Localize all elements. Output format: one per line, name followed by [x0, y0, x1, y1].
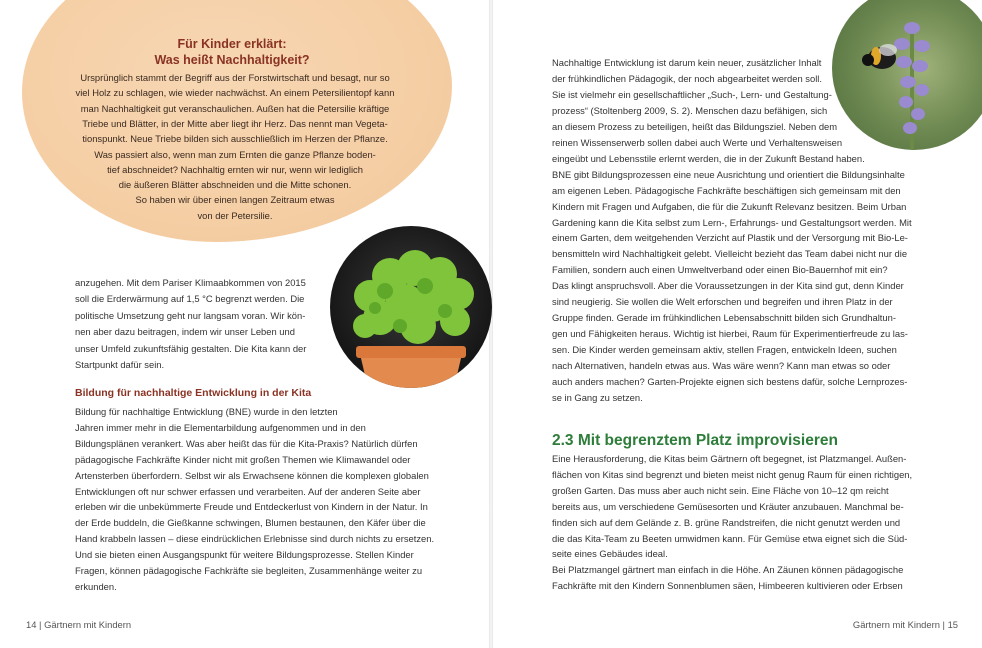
text-line: Bildung für nachhaltige Entwicklung (BNE) wurde in den letzten — [75, 406, 338, 417]
text-line: nach Alternativen, handeln etwas aus. Was wäre wenn? Kann man etwas so oder — [552, 360, 891, 372]
text-line: großen Garten. Das muss aber auch nicht sein. Eine Fläche von 10–12 qm reicht — [552, 484, 889, 496]
info-box-line: tief abschneidet? Nachhaltig ernten wir nur, wenn wir lediglich — [107, 163, 363, 175]
text-line: auch anders machen? Garten-Projekte eignen sich bestens dafür, solche Lernprozes- — [552, 376, 908, 387]
text-line: se in Gang zu setzen. — [552, 391, 643, 403]
info-box-line: tionspunkt. Neue Triebe bilden sich ausschließlich im Herzen der Pflanze. — [82, 133, 388, 145]
info-box-line: Ursprünglich stammt der Begriff aus der Forstwirtschaft und besagt, nur so — [80, 72, 390, 83]
text-line: der frühkindlichen Pädagogik, der noch abgearbeitet werden soll. — [552, 72, 822, 84]
text-line: flächen von Kitas sind begrenzt und bieten meist nicht genug Raum für einen richtigen, — [552, 468, 913, 480]
text-line: Und sie bieten einen Ausgangspunkt für weitere Bildungsprozesse. Stellen Kinder — [75, 549, 414, 561]
text-line: bereits aus, um verschiedene Gemüsesorten und Kräuter anzubauen. Manchmal be- — [552, 500, 904, 512]
text-line: sind neugierig. Sie wollen die Welt erforschen und begreifen und ihren Platz in der — [552, 296, 893, 308]
text-line: bensmitteln wird Nachhaltigkeit gelebt. Vielleicht bezieht das Team dabei nicht nur die — [552, 248, 908, 260]
text-line: Familien, sondern auch einen Umweltverband oder einen Bio-Bauernhof mit ein? — [552, 264, 888, 276]
text-line: finden sich auf dem Gelände z. B. grüne Randstreifen, die nicht genutzt werden und — [552, 516, 901, 528]
info-box-line: die äußeren Blätter abschneiden und die Mitte schonen. — [118, 179, 352, 191]
text-line: seite eines Gebäudes ideal. — [552, 548, 668, 560]
text-line: Fragen, können pädagogische Fachkräfte sie begleiten, Zusammenhänge weiter zu — [75, 565, 423, 576]
text-line: Bei Platzmangel gärtnert man einfach in die Höhe. An Zäunen können pädagogische — [552, 564, 904, 576]
info-box-line: von der Petersilie. — [197, 209, 273, 221]
text-line: am eigenen Leben. Pädagogische Fachkräfte beschäftigen sich gemeinsam mit den — [552, 184, 901, 196]
info-box-title-line1: Für Kinder erklärt: — [177, 37, 287, 51]
text-line: prozess“ (Stoltenberg 2009, S. 2). Menschen dazu befähigen, sich — [552, 104, 828, 116]
text-line: anzugehen. Mit dem Pariser Klimaabkommen von 2015 — [75, 277, 306, 288]
text-line: an diesem Prozess zu beteiligen, heißt das Bildungsziel. Neben dem — [552, 120, 838, 132]
footer-right: Gärtnern mit Kindern | 15 — [852, 619, 958, 630]
subheading-bne: Bildung für nachhaltige Entwicklung in der Kita — [75, 387, 312, 399]
info-box-line: viel Holz zu schlagen, wie wieder nachwächst. An einem Petersilientopf kann — [75, 87, 395, 99]
text-line: Gardening kann die Kita selbst zum Lern-, Erfahrungs- und Gestaltungsort werden. Mit — [552, 216, 912, 228]
text-line: Gruppe finden. Gerade im frühkindlichen Lebensabschnitt bilden sich Grundhaltun- — [552, 312, 896, 324]
text-line: politische Umsetzung geht nur langsam voran. Wir kön- — [75, 309, 306, 321]
text-line: Jahren immer mehr in die Elementarbildung aufgenommen und in den — [75, 421, 366, 433]
text-line: Artensterben überfordern. Selbst wir als Erwachsene können die komplexen globalen — [75, 469, 429, 481]
text-line: Eine Herausforderung, die Kitas beim Gärtnern oft begegnet, ist Platzmangel. Außen- — [552, 453, 907, 464]
text-line: Fachkräfte mit den Kindern Sonnenblumen säen, Himbeeren kultivieren oder Erbsen — [552, 580, 903, 592]
text-line: gen und Fähigkeiten heraus. Wichtig ist hierbei, Raum für Experimentierfreude zu las- — [552, 328, 908, 340]
text-line: der Erde buddeln, die Gießkanne schwingen, Blumen bestaunen, den Käfer über die — [75, 517, 426, 529]
text-line: sen. Die Kinder werden gemeinsam aktiv, stellen Fragen, entwickeln Ideen, suchen — [552, 344, 897, 356]
text-line: eingeübt und Lebensstile erlernt werden, die in der Zukunft Bestand haben. — [552, 152, 865, 164]
text-line: reinen Wissenserwerb sollen dabei auch Werte und Verhaltensweisen — [552, 136, 843, 148]
text-line: unser Umfeld zukunftsfähig gestalten. Die Kita kann der — [75, 342, 307, 354]
text-line: erleben wir die unbekümmerte Freude und Entdeckerlust von Kindern in der Natur. In — [75, 501, 428, 513]
text-line: erkunden. — [75, 580, 117, 592]
parsley-photo — [330, 226, 492, 388]
text-line: pädagogische Fachkräfte Kinder nicht mit großen Themen wie Klimawandel oder — [75, 453, 411, 465]
text-line: nen aber dazu beitragen, indem wir unser Leben und — [75, 326, 295, 338]
footer-left: 14 | Gärtnern mit Kindern — [26, 619, 132, 630]
text-line: Das klingt anspruchsvoll. Aber die Voraussetzungen in der Kita sind gut, denn Kinder — [552, 280, 904, 292]
text-line: einem Garten, dem weitgehenden Verzicht auf Plastik und der Versorgung mit Bio-Le- — [552, 232, 908, 244]
info-box-line: Was passiert also, wenn man zum Ernten die ganze Pflanze boden- — [94, 148, 376, 160]
info-box-line: man Nachhaltigkeit gut veranschaulichen. Außen hat die Petersilie kräftige — [80, 102, 390, 114]
text-line: Kindern mit Fragen und Aufgaben, die für die Zukunft Relevanz besitzen. Beim Urban — [552, 200, 907, 212]
text-line: Entwicklungen oft nur schwer erfassen und verarbeiten. Auf der anderen Seite aber — [75, 485, 421, 497]
text-line: Nachhaltige Entwicklung ist darum kein neuer, zusätzlicher Inhalt — [552, 57, 822, 68]
text-line: Hand krabbeln lassen – diese eindrücklichen Erlebnisse sind durch nichts zu ersetzen. — [75, 533, 435, 545]
text-line: BNE gibt Bildungsprozessen eine neue Ausrichtung und orientiert die Bildungsinhalte — [552, 168, 905, 180]
text-line: Startpunkt dafür sein. — [75, 359, 165, 370]
text-line: soll die Erderwärmung auf 1,5 °C begrenzt werden. Die — [75, 293, 305, 305]
text-line: die das Kita-Team zu Beeten umwidmen kann. Für Gemüse etwa eignet sich die Süd- — [552, 532, 908, 544]
parsley-illustration — [330, 226, 492, 388]
info-box-title-line2: Was heißt Nachhaltigkeit? — [154, 53, 310, 67]
text-line: Sie ist vielmehr ein gesellschaftlicher „Such-, Lern- und Gestaltung- — [552, 88, 832, 100]
info-box-line: Triebe und Blätter, in der Mitte aber liegt ihr Herz. Das nennt man Vegeta- — [82, 117, 388, 129]
section-title: 2.3 Mit begrenztem Platz improvisieren — [552, 432, 838, 449]
text-line: Bildungsplänen verankert. Was aber heißt das für die Kita-Praxis? Natürlich dürfen — [75, 437, 418, 449]
info-box-line: So haben wir über einen langen Zeitraum etwas — [135, 194, 335, 206]
